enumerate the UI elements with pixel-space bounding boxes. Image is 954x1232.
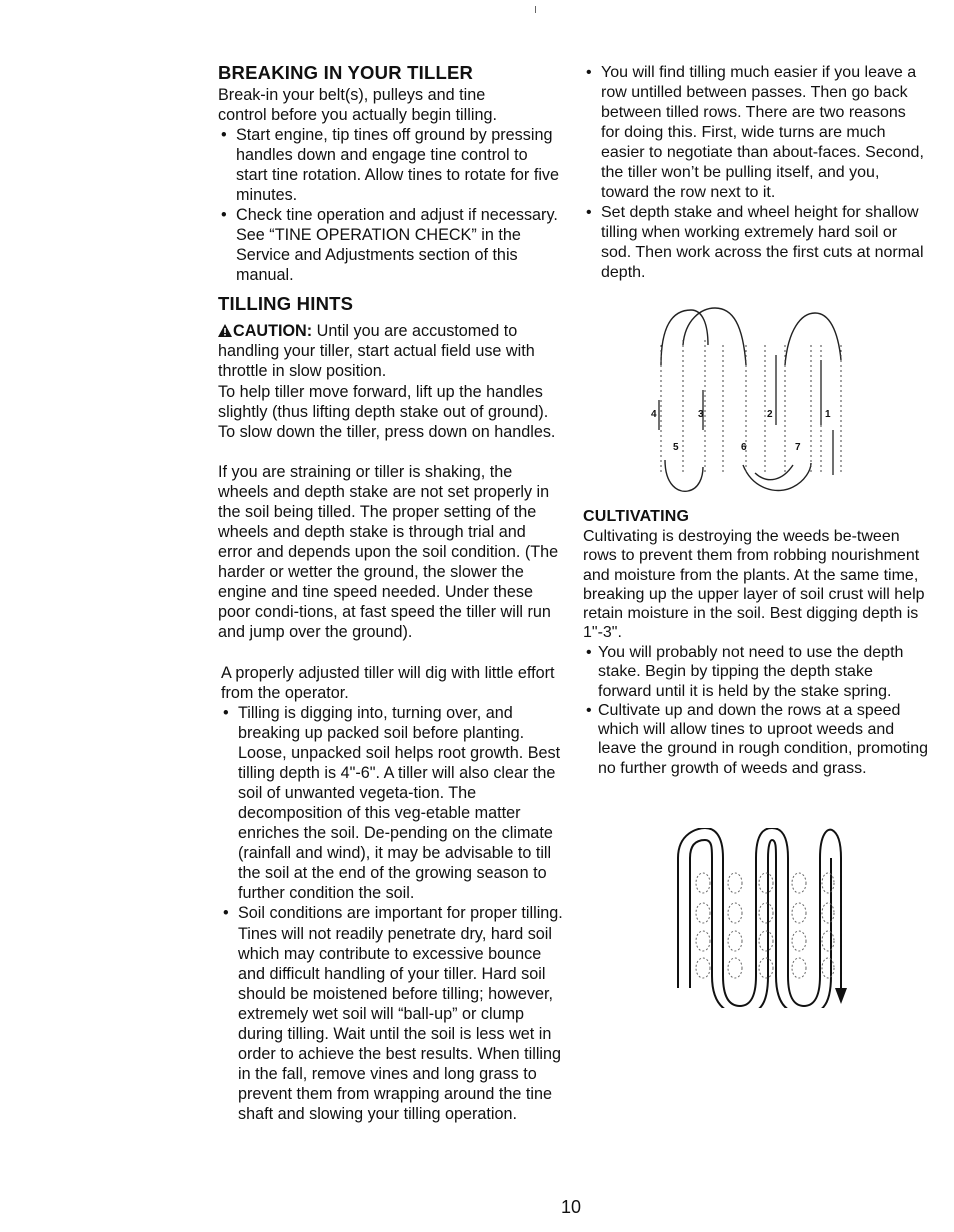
tilling-hints-heading: TILLING HINTS [218,293,354,314]
caution-label: CAUTION: [233,322,313,340]
breaking-in-list [218,125,563,285]
turn-loop [665,460,703,491]
cultivating-pattern-diagram [668,828,848,1008]
turn-loop [683,308,746,365]
breaking-in-heading: BREAKING IN YOUR TILLER [218,62,474,83]
row-pattern-diagram [643,305,853,500]
pass-label: 7 [795,442,801,453]
pass-label: 6 [741,442,747,453]
pass-label: 3 [698,409,704,420]
straining-paragraph: If you are straining or tiller is shaking, the wheels and depth stake are not set properly in the soil being tilled. The proper setting of the wheels and depth stake is through trial and error and depends upon the soil condition. (The harder or wetter the ground, the slower the engine and tine speed needed. Under these poor condi-tions, at fast speed the tiller will run and jump over the ground). [218,463,559,642]
turn-loop [755,465,793,480]
serpentine-path [690,840,831,1008]
list-item: • Soil conditions are important for proper tilling. Tines will not readily penetrate dry, hard soil which may contribute to excessive bounce and difficult handling of your tiller. Hard soil should be moistened before tilling; however, extremely wet soil will “ball-up” or clump during tilling. Wait until the soil is less wet in order to achieve the best results. When tilling in the fall, remove vines and long grass to prevent them from wrapping around the tine shaft and slowing your tilling operation. [220,903,568,1124]
pass-label: 1 [825,409,831,420]
list-item: • You will probably not need to use the depth stake. Begin by tipping the depth stake forward until it is held by the stake spring. [583,643,928,701]
list-item: • You will find tilling much easier if you leave a row untilled between passes. Then go back between tilled rows. There are two reasons for doing this. First, wide turns are much easier to negotiate than about-faces. Second, the tiller won’t be pulling itself, and you, toward the row next to it. [583,63,925,203]
warning-triangle-icon [218,324,232,337]
list-item: • Start engine, tip tines off ground by pressing handles down and engage tine control to start tine rotation. Allow tines to rotate for five minutes. [218,125,563,205]
turn-loop [743,463,811,491]
list-item: • Check tine operation and adjust if necessary. See “TINE OPERATION CHECK” in the Service and Adjustments section of this manual. [218,205,563,285]
pass-label: 4 [651,409,657,420]
cultivating-list [583,643,928,778]
list-item: • Set depth stake and wheel height for shallow tilling when working extremely hard soil or sod. Then work across the first cuts at normal depth. [583,203,925,283]
list-item: • Tilling is digging into, turning over, and breaking up packed soil before planting. Loose, unpacked soil helps root growth. Best tilling depth is 4"-6". A tiller will also clear the soil of unwanted vegeta-tion. The decomposition of this veg-etable matter enriches the soil. De-pending on the climate (rainfall and wind), it may be advisable to till the soil at the end of the growing season to further condition the soil. [220,703,568,903]
turn-loop [785,313,841,365]
cultivating-intro: Cultivating is destroying the weeds be-tween rows to prevent them from robbing nourishment and moisture from the plants. At the same time, breaking up the upper layer of soil crust will help retain moisture in the soil. Best digging depth is 1"-3". [583,528,925,642]
tilling-hints-list-continued [583,63,925,283]
tilling-hints-list [220,703,568,1124]
caution-text: Until you are accustomed to handling your tiller, start actual field use with throttle in slow position. [218,322,535,381]
page-number: 10 [561,1197,582,1217]
cultivating-heading: CULTIVATING [583,508,690,525]
direction-arrow-icon [835,988,847,1004]
forward-paragraph: To help tiller move forward, lift up the handles slightly (thus lifting depth stake out of ground). To slow down the tiller, press down on handles. [218,383,556,442]
serpentine-path [678,828,841,1006]
page-tick-mark [535,6,536,13]
pass-label: 5 [673,442,679,453]
caution-paragraph [218,321,563,381]
list-item: • Cultivate up and down the rows at a speed which will allow tines to uproot weeds and leave the ground in rough condition, promoting no further growth of weeds and grass. [583,701,928,778]
breaking-in-intro: Break-in your belt(s), pulleys and tine control before you actually begin tilling. [218,86,497,125]
adjusted-paragraph: A properly adjusted tiller will dig with little effort from the operator. [221,664,555,703]
pass-label: 2 [767,409,773,420]
